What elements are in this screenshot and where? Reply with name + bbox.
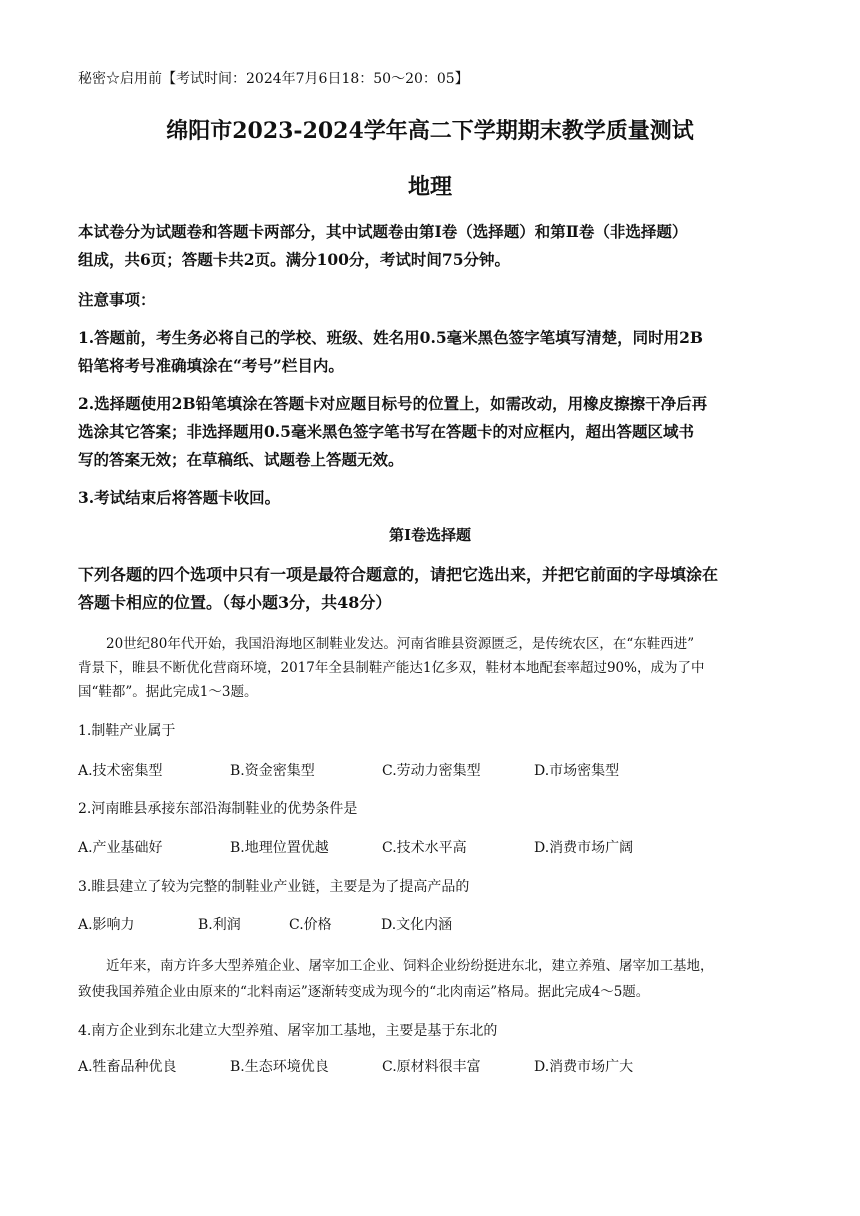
question-stem: 2.河南睢县承接东部沿海制鞋业的优势条件是 (78, 801, 358, 817)
material-paragraph: 近年来，南方许多大型养殖企业、屠宰加工企业、饲料企业纷纷挺进东北，建立养殖、屠宰加工基地， (106, 958, 714, 974)
option-d: D.市场密集型 (534, 763, 620, 779)
subject-title: 地理 (407, 174, 452, 200)
notice-item: 2.选择题使用2B铅笔填涂在答题卡对应题目标号的位置上，如需改动，用橡皮擦擦干净后再 (78, 394, 708, 413)
material-paragraph: 20世纪80年代开始，我国沿海地区制鞋业发达。河南省睢县资源匮乏，是传统农区，在“东鞋西进” (106, 636, 695, 652)
notice-item: 3.考试结束后将答题卡收回。 (78, 488, 281, 507)
option-a: A.牲畜品种优良 (78, 1059, 177, 1075)
notice-item: 写的答案无效；在草稿纸、试题卷上答题无效。 (78, 450, 404, 469)
intro-line: 本试卷分为试题卷和答题卡两部分，其中试题卷由第Ⅰ卷（选择题）和第Ⅱ卷（非选择题） (78, 222, 688, 241)
confidential-header: 秘密☆启用前【考试时间：2024年7月6日18：50～20：05】 (78, 71, 469, 87)
option-b: B.利润 (198, 917, 241, 933)
option-b: B.生态环境优良 (230, 1059, 329, 1075)
intro-line: 组成，共6页；答题卡共2页。满分100分，考试时间75分钟。 (78, 250, 510, 269)
option-a: A.影响力 (78, 917, 135, 933)
section-instruction: 下列各题的四个选项中只有一项是最符合题意的，请把它选出来，并把它前面的字母填涂在 (78, 565, 719, 584)
option-d: D.文化内涵 (381, 917, 453, 933)
option-d: D.消费市场广阔 (534, 840, 634, 856)
option-c: C.劳动力密集型 (382, 763, 481, 779)
material-paragraph: 致使我国养殖企业由原来的“北料南运”逐渐转变成为现今的“北肉南运”格局。据此完成4～5题。 (78, 984, 650, 1000)
exam-title: 绵阳市2023-2024学年高二下学期期末教学质量测试 (166, 118, 694, 144)
notice-item: 选涂其它答案；非选择题用0.5毫米黑色签字笔书写在答题卡的对应框内，超出答题区域书 (78, 422, 694, 441)
option-c: C.技术水平高 (382, 840, 467, 856)
option-a: A.技术密集型 (78, 763, 163, 779)
section-title: 第Ⅰ卷选择题 (388, 526, 472, 544)
notice-title: 注意事项： (78, 290, 156, 309)
section-instruction: 答题卡相应的位置。（每小题3分，共48分） (78, 593, 392, 612)
question-stem: 3.睢县建立了较为完整的制鞋业产业链，主要是为了提高产品的 (78, 879, 470, 895)
material-paragraph: 国“鞋都”。据此完成1～3题。 (78, 684, 258, 700)
material-paragraph: 背景下，睢县不断优化营商环境，2017年全县制鞋产能达1亿多双，鞋材本地配套率超过90%，成为了中 (78, 660, 705, 676)
notice-item: 铅笔将考号准确填涂在“考号”栏目内。 (78, 356, 344, 375)
option-b: B.资金密集型 (230, 763, 315, 779)
option-c: C.价格 (289, 917, 332, 933)
option-d: D.消费市场广大 (534, 1059, 634, 1075)
option-b: B.地理位置优越 (230, 840, 329, 856)
option-c: C.原材料很丰富 (382, 1059, 481, 1075)
option-a: A.产业基础好 (78, 840, 163, 856)
question-stem: 1.制鞋产业属于 (78, 723, 176, 739)
notice-item: 1.答题前，考生务必将自己的学校、班级、姓名用0.5毫米黑色签字笔填写清楚，同时用2B (78, 328, 704, 347)
question-stem: 4.南方企业到东北建立大型养殖、屠宰加工基地，主要是基于东北的 (78, 1023, 498, 1039)
